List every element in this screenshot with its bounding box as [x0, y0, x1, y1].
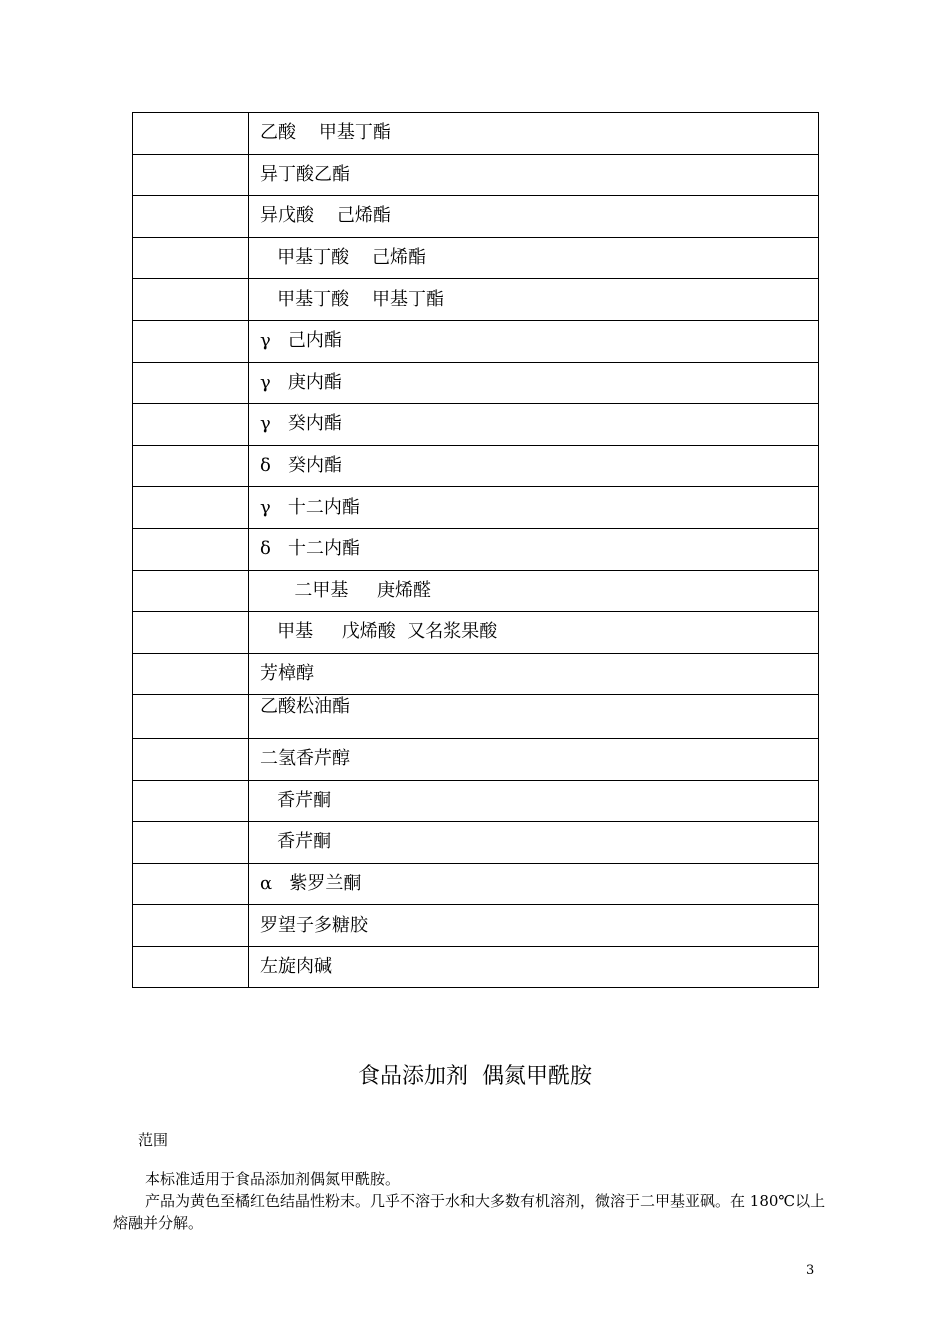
table-row	[133, 612, 819, 654]
table-row	[133, 279, 819, 321]
table-cell-name: 乙酸 甲基丁酯	[249, 113, 819, 155]
table-cell-empty	[133, 445, 249, 487]
table-cell-name: 左旋肉碱	[249, 946, 819, 988]
table-row	[133, 362, 819, 404]
table-body	[133, 113, 819, 988]
section-title: 食品添加剂 偶氮甲酰胺	[358, 1064, 592, 1089]
table-cell-name: γ 十二内酯	[249, 487, 819, 529]
table-row	[133, 404, 819, 446]
table-cell-name: α 紫罗兰酮	[249, 863, 819, 905]
additive-list-table	[132, 112, 819, 988]
table-cell-name: γ 庚内酯	[249, 362, 819, 404]
table-cell-empty	[133, 362, 249, 404]
table-cell-empty	[133, 404, 249, 446]
table-cell-empty	[133, 196, 249, 238]
table-row	[133, 570, 819, 612]
table-row	[133, 196, 819, 238]
table-row	[133, 905, 819, 947]
table-cell-empty	[133, 905, 249, 947]
table-cell-name: 芳樟醇	[249, 653, 819, 695]
table-cell-name: γ 癸内酯	[249, 404, 819, 446]
table-row	[133, 780, 819, 822]
table-cell-name: δ 癸内酯	[249, 445, 819, 487]
table-row	[133, 863, 819, 905]
section-body	[113, 1168, 838, 1234]
table-cell-empty	[133, 528, 249, 570]
table-cell-empty	[133, 780, 249, 822]
body-paragraph: 产品为黄色至橘红色结晶性粉末。几乎不溶于水和大多数有机溶剂，微溶于二甲基亚砜。在 180℃以上熔融并分解。	[113, 1192, 826, 1232]
table-cell-empty	[133, 570, 249, 612]
table-row	[133, 738, 819, 780]
table-cell-empty	[133, 695, 249, 739]
table-row	[133, 237, 819, 279]
table-cell-empty	[133, 863, 249, 905]
table-row	[133, 154, 819, 196]
page-number: 3	[806, 1263, 815, 1278]
table-cell-name: 乙酸松油酯	[249, 695, 819, 739]
table-row	[133, 653, 819, 695]
table-row	[133, 487, 819, 529]
table-row	[133, 445, 819, 487]
table-cell-empty	[133, 113, 249, 155]
table-cell-empty	[133, 279, 249, 321]
table-cell-name: 甲基丁酸 己烯酯	[249, 237, 819, 279]
table-cell-name: 香芹酮	[249, 822, 819, 864]
table-cell-empty	[133, 237, 249, 279]
table-cell-name: 罗望子多糖胶	[249, 905, 819, 947]
table-row	[133, 113, 819, 155]
table-cell-empty	[133, 487, 249, 529]
table-row	[133, 695, 819, 739]
table-cell-name: 甲基丁酸 甲基丁酯	[249, 279, 819, 321]
table-cell-name: 异戊酸 己烯酯	[249, 196, 819, 238]
table-cell-empty	[133, 653, 249, 695]
table-cell-empty	[133, 612, 249, 654]
body-paragraph: 本标准适用于食品添加剂偶氮甲酰胺。	[145, 1170, 401, 1188]
table-row	[133, 822, 819, 864]
table-cell-name: γ 己内酯	[249, 320, 819, 362]
table-cell-empty	[133, 738, 249, 780]
table-cell-empty	[133, 822, 249, 864]
table-cell-name: 二甲基 庚烯醛	[249, 570, 819, 612]
table-row	[133, 320, 819, 362]
section-heading-scope: 范围	[138, 1131, 169, 1149]
table-cell-name: 二氢香芹醇	[249, 738, 819, 780]
table-cell-name: 甲基 戊烯酸 又名浆果酸	[249, 612, 819, 654]
table-cell-name: δ 十二内酯	[249, 528, 819, 570]
table-row	[133, 528, 819, 570]
table-cell-empty	[133, 154, 249, 196]
table-row	[133, 946, 819, 988]
table-cell-name: 异丁酸乙酯	[249, 154, 819, 196]
table-cell-empty	[133, 946, 249, 988]
table-cell-empty	[133, 320, 249, 362]
table-cell-name: 香芹酮	[249, 780, 819, 822]
